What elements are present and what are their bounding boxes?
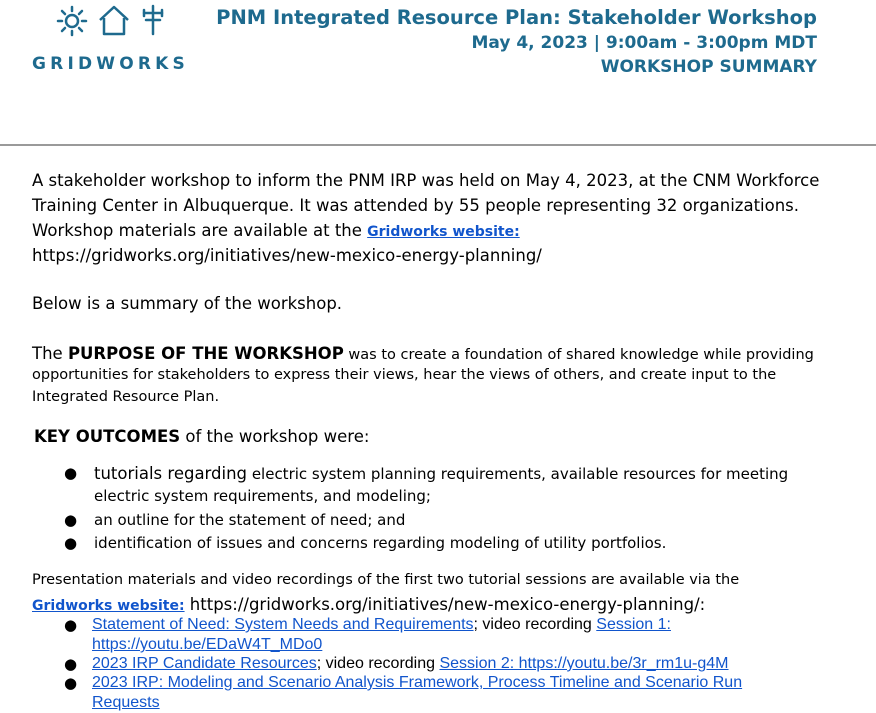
gridworks-website-link[interactable]: Gridworks website: bbox=[367, 224, 520, 240]
header-divider bbox=[0, 144, 876, 146]
intro-line-1: A stakeholder workshop to inform the PNM IRP was held on May 4, 2023, at the CNM Workforce bbox=[32, 171, 820, 190]
gridworks-website-link[interactable]: Gridworks website: bbox=[32, 598, 185, 614]
bullet-icon: ● bbox=[64, 511, 78, 529]
outcome-item-2: an outline for the statement of need; and bbox=[94, 511, 406, 529]
summary-line: Below is a summary of the workshop. bbox=[32, 294, 343, 313]
document-title: PNM Integrated Resource Plan: Stakeholder Workshop bbox=[216, 6, 817, 29]
modeling-framework-link[interactable]: 2023 IRP: Modeling and Scenario Analysis Framework, Process Timeline and Scenario Run bbox=[92, 674, 743, 691]
bullet-icon: ● bbox=[64, 674, 78, 692]
power-pole-icon bbox=[144, 6, 162, 34]
material-item-3 bbox=[92, 673, 742, 693]
intro-line-2: Training Center in Albuquerque. It was attended by 55 people representing 32 organizations. bbox=[32, 196, 800, 215]
purpose-line-2: opportunities for stakeholders to express their views, hear the views of others, and create input to the bbox=[32, 367, 777, 383]
bullet-icon: ● bbox=[64, 616, 78, 634]
outcomes-bold: KEY OUTCOMES bbox=[34, 427, 181, 446]
purpose-heading: PURPOSE OF THE WORKSHOP bbox=[67, 344, 344, 363]
outcome-item-1 bbox=[94, 462, 788, 486]
outcome-item-1-text: electric system planning requirements, available resources for meeting bbox=[247, 465, 789, 483]
house-icon bbox=[100, 7, 128, 34]
bullet-icon: ● bbox=[64, 464, 78, 482]
purpose-text: was to create a foundation of shared knowledge while providing bbox=[343, 347, 814, 363]
session-1-link[interactable]: Session 1: bbox=[596, 616, 671, 633]
candidate-resources-link[interactable]: 2023 IRP Candidate Resources bbox=[92, 655, 317, 672]
material-item-3-line-2 bbox=[92, 693, 160, 713]
material-item-1-line-2 bbox=[92, 635, 322, 655]
materials-line-1: Presentation materials and video recordings of the first two tutorial sessions are available via the bbox=[32, 572, 740, 588]
purpose-line-3: Integrated Resource Plan. bbox=[32, 389, 220, 405]
session-1-url-link[interactable]: https://youtu.be/EDaW4T_MDo0 bbox=[92, 636, 323, 653]
document-type: WORKSHOP SUMMARY bbox=[600, 57, 817, 77]
workshop-date: May 4, 2023 | 9:00am - 3:00pm MDT bbox=[471, 33, 817, 53]
materials-url: https://gridworks.org/initiatives/new-mexico-energy-planning/: bbox=[184, 595, 706, 614]
outcome-item-3: identification of issues and concerns regarding modeling of utility portfolios. bbox=[94, 534, 667, 552]
gridworks-logo bbox=[32, 4, 194, 76]
outcomes-heading bbox=[34, 424, 369, 449]
bullet-icon: ● bbox=[64, 655, 78, 673]
material-item-2-mid: ; video recording bbox=[316, 655, 440, 672]
statement-of-need-link[interactable]: Statement of Need: System Needs and Requirements bbox=[92, 616, 474, 633]
outcome-item-1-lead: tutorials regarding bbox=[94, 464, 248, 483]
bullet-icon: ● bbox=[64, 534, 78, 552]
intro-text: Workshop materials are available at the bbox=[32, 221, 368, 240]
logo-wordmark: GRIDWORKS bbox=[32, 54, 189, 74]
material-item-2 bbox=[92, 654, 729, 674]
outcome-item-1-line-2: electric system requirements, and modeling; bbox=[94, 487, 431, 505]
purpose-lead: The bbox=[32, 344, 68, 363]
logo-icons bbox=[54, 4, 194, 48]
intro-line-3 bbox=[32, 218, 520, 245]
sun-icon bbox=[58, 7, 86, 35]
outcomes-rest: of the workshop were: bbox=[180, 427, 370, 446]
material-item-1 bbox=[92, 615, 671, 635]
session-2-link[interactable]: Session 2: https://youtu.be/3r_rm1u-g4M bbox=[439, 655, 729, 672]
material-item-1-mid: ; video recording bbox=[473, 616, 597, 633]
intro-url: https://gridworks.org/initiatives/new-mexico-energy-planning/ bbox=[32, 246, 542, 265]
modeling-framework-link-cont[interactable]: Requests bbox=[92, 694, 160, 711]
